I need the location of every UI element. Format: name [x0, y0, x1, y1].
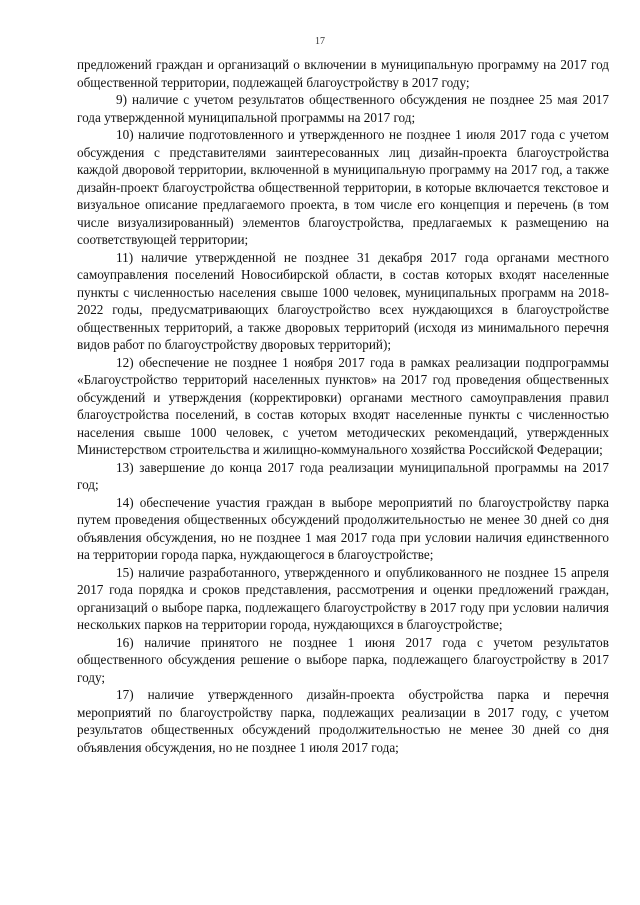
- paragraph-item-12: 12) обеспечение не позднее 1 ноября 2017 года в рамках реализации подпрограммы «Благоустройство территорий населенных пунктов» на 2017 год проведения общественных обсуждений и утверждения (корректировки) органами местного самоуправления правил благоустройства поселений, в состав которых входят населенные пункты с численностью населения свыше 1000 человек, с учетом методических рекомендаций, утвержденных Министерством строительства и жилищно-коммунального хозяйства Российской Федерации;: [77, 354, 609, 457]
- paragraph-item-9: 9) наличие с учетом результатов общественного обсуждения не позднее 25 мая 2017 года утвержденной муниципальной программы на 2017 год;: [77, 92, 609, 125]
- paragraph-item-17: 17) наличие утвержденного дизайн-проекта обустройства парка и перечня мероприятий по благоустройству парка, подлежащих реализации в 2017 году, с учетом результатов общественных обсуждений продолжительностью не менее 30 дней со дня объявления обсуждения, но не позднее 1 июля 2017 года;: [77, 687, 609, 755]
- paragraph-item-16: 16) наличие принятого не позднее 1 июня 2017 года с учетом результатов общественного обсуждения решение о выборе парка, подлежащего благоустройству в 2017 году;: [77, 634, 609, 685]
- document-body: [77, 56, 609, 756]
- paragraph-item-14: 14) обеспечение участия граждан в выборе мероприятий по благоустройству парка путем проведения общественных обсуждений продолжительностью не менее 30 дней со дня объявления обсуждения, но не позднее 1 мая 2017 года при условии наличия единственного на территории города парка, нуждающегося в благоустройстве;: [77, 494, 609, 562]
- page-number: 17: [315, 36, 325, 47]
- paragraph-item-10: 10) наличие подготовленного и утвержденного не позднее 1 июля 2017 года с учетом обсуждения с представителями заинтересованных лиц дизайн-проекта благоустройства каждой дворовой территории, включенной в муниципальную программу на 2017 год, а также дизайн-проект благоустройства общественной территории, в которые включается текстовое и визуальное описание предлагаемого проекта, в том числе его концепция и перечень (в том числе визуализированный) элементов благоустройства, предлагаемых к размещению на соответствующей территории;: [77, 127, 609, 247]
- paragraph-continuation: предложений граждан и организаций о включении в муниципальную программу на 2017 год общественной территории, подлежащей благоустройству в 2017 году;: [77, 57, 609, 90]
- paragraph-item-13: 13) завершение до конца 2017 года реализации муниципальной программы на 2017 год;: [77, 459, 609, 492]
- paragraph-item-11: 11) наличие утвержденной не позднее 31 декабря 2017 года органами местного самоуправления поселений Новосибирской области, в состав которых входят населенные пункты с численностью населения свыше 1000 человек, муниципальных программ на 2018-2022 годы, предусматривающих благоустройство всех нуждающихся в благоустройстве общественных территорий, а также дворовых территорий (исходя из минимального перечня видов работ по благоустройству дворовых территорий);: [77, 249, 609, 352]
- paragraph-item-15: 15) наличие разработанного, утвержденного и опубликованного не позднее 15 апреля 2017 года порядка и сроков представления, рассмотрения и оценки предложений граждан, организаций о выборе парка, подлежащего благоустройству в 2017 году при условии наличия нескольких парков на территории города, нуждающихся в благоустройстве;: [77, 564, 609, 632]
